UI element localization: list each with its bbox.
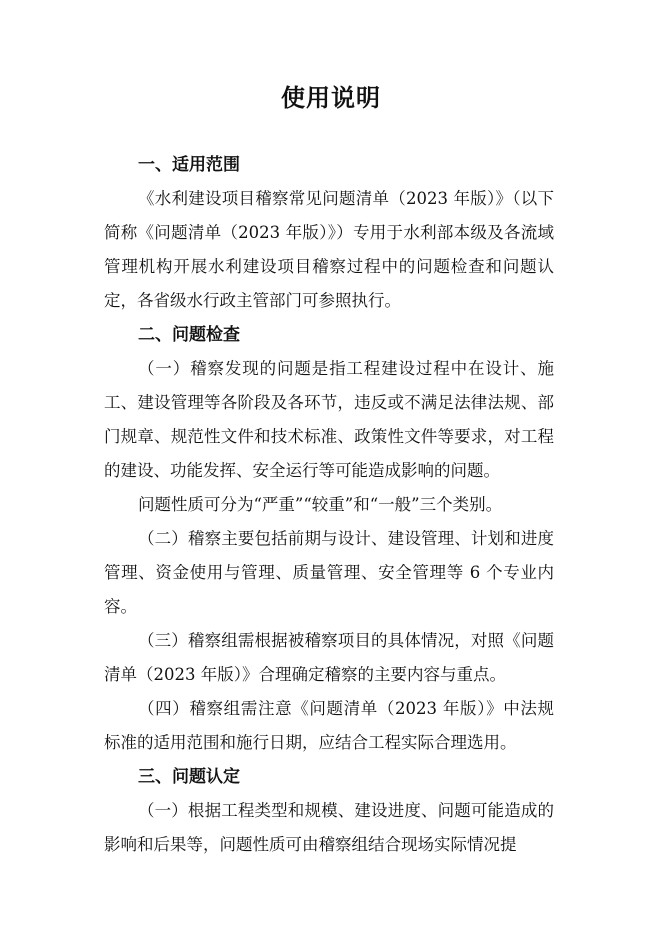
document-body xyxy=(104,148,554,862)
paragraph: 《水利建设项目稽察常见问题清单（2023 年版）》（以下简称《问题清单（2023 年版）》）专用于水利部本级及各流域管理机构开展水利建设项目稽察过程中的问题检查和问题认定，各省级水行政主管部门可参照执行。 xyxy=(104,189,554,310)
section-scope xyxy=(104,148,554,318)
paragraph: （三）稽察组需根据被稽察项目的具体情况，对照《问题清单（2023 年版）》合理确定稽察的主要内容与重点。 xyxy=(104,631,554,684)
section-problem-determination xyxy=(104,760,554,862)
section-heading: 二、问题检查 xyxy=(138,325,240,345)
paragraph: （一）稽察发现的问题是指工程建设过程中在设计、施工、建设管理等各阶段及各环节，违反或不满足法律法规、部门规章、规范性文件和技术标准、政策性文件等要求，对工程的建设、功能发挥、安全运行等可能造成影响的问题。 xyxy=(104,359,554,480)
paragraph: （一）根据工程类型和规模、建设进度、问题可能造成的影响和后果等，问题性质可由稽察组结合现场实际情况提 xyxy=(104,801,554,854)
section-heading: 三、问题认定 xyxy=(138,767,240,787)
paragraph: （二）稽察主要包括前期与设计、建设管理、计划和进度管理、资金使用与管理、质量管理、安全管理等 6 个专业内容。 xyxy=(104,529,554,616)
paragraph: 问题性质可分为“严重”“较重”和“一般”三个类别。 xyxy=(138,495,503,514)
section-heading: 一、适用范围 xyxy=(138,155,240,175)
paragraph: （四）稽察组需注意《问题清单（2023 年版）》中法规标准的适用范围和施行日期，应结合工程实际合理选用。 xyxy=(104,699,554,752)
document-title: 使用说明 xyxy=(281,84,381,112)
section-problem-inspection xyxy=(104,318,554,760)
